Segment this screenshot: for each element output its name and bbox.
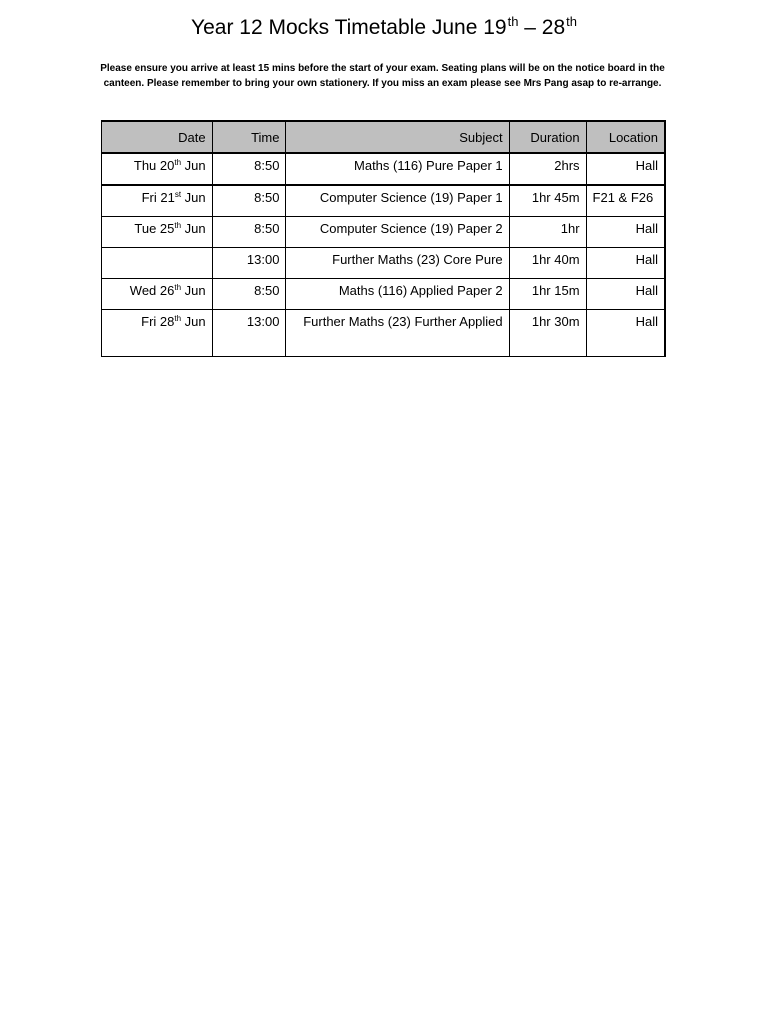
cell-date: Fri 28th Jun <box>102 310 213 357</box>
table-row <box>102 310 666 357</box>
cell-duration: 2hrs <box>509 153 586 185</box>
header-location: Location <box>586 121 665 153</box>
cell-duration: 1hr 40m <box>509 248 586 279</box>
table-row <box>102 217 666 248</box>
title-superscript-end: th <box>566 14 577 29</box>
table-header-row <box>102 121 666 153</box>
cell-time: 8:50 <box>212 279 286 310</box>
cell-time: 13:00 <box>212 310 286 357</box>
cell-duration: 1hr 45m <box>509 185 586 217</box>
title-text: Year 12 Mocks Timetable June 19 <box>191 16 507 39</box>
cell-time: 8:50 <box>212 217 286 248</box>
cell-time: 8:50 <box>212 185 286 217</box>
cell-subject: Further Maths (23) Core Pure <box>286 248 509 279</box>
cell-location: F21 & F26 <box>586 185 665 217</box>
cell-date: Tue 25th Jun <box>102 217 213 248</box>
title-text-end: – 28 <box>518 16 566 39</box>
page-title <box>0 16 768 40</box>
exam-timetable <box>101 120 666 357</box>
table-row <box>102 279 666 310</box>
cell-subject: Further Maths (23) Further Applied <box>286 310 509 357</box>
cell-subject: Computer Science (19) Paper 2 <box>286 217 509 248</box>
cell-date <box>102 248 213 279</box>
table-row <box>102 185 666 217</box>
table-row <box>102 248 666 279</box>
header-time: Time <box>212 121 286 153</box>
cell-location: Hall <box>586 279 665 310</box>
title-superscript-start: th <box>507 14 519 29</box>
cell-duration: 1hr 15m <box>509 279 586 310</box>
cell-subject: Maths (116) Pure Paper 1 <box>286 153 509 185</box>
cell-duration: 1hr 30m <box>509 310 586 357</box>
cell-location: Hall <box>586 248 665 279</box>
cell-subject: Computer Science (19) Paper 1 <box>286 185 509 217</box>
cell-date: Wed 26th Jun <box>102 279 213 310</box>
header-subject: Subject <box>286 121 509 153</box>
cell-date: Thu 20th Jun <box>102 153 213 185</box>
cell-location: Hall <box>586 217 665 248</box>
exam-notice: Please ensure you arrive at least 15 mins before the start of your exam. Seating plans will be on the notice board in the canteen. Please remember to bring your own stationery. If you miss an exam please see Mrs Pang asap to re-arrange. <box>100 63 665 89</box>
cell-time: 13:00 <box>212 248 286 279</box>
cell-subject: Maths (116) Applied Paper 2 <box>286 279 509 310</box>
cell-location: Hall <box>586 310 665 357</box>
header-duration: Duration <box>509 121 586 153</box>
cell-time: 8:50 <box>212 153 286 185</box>
cell-location: Hall <box>586 153 665 185</box>
table-row <box>102 153 666 185</box>
cell-duration: 1hr <box>509 217 586 248</box>
cell-date: Fri 21st Jun <box>102 185 213 217</box>
header-date: Date <box>102 121 213 153</box>
